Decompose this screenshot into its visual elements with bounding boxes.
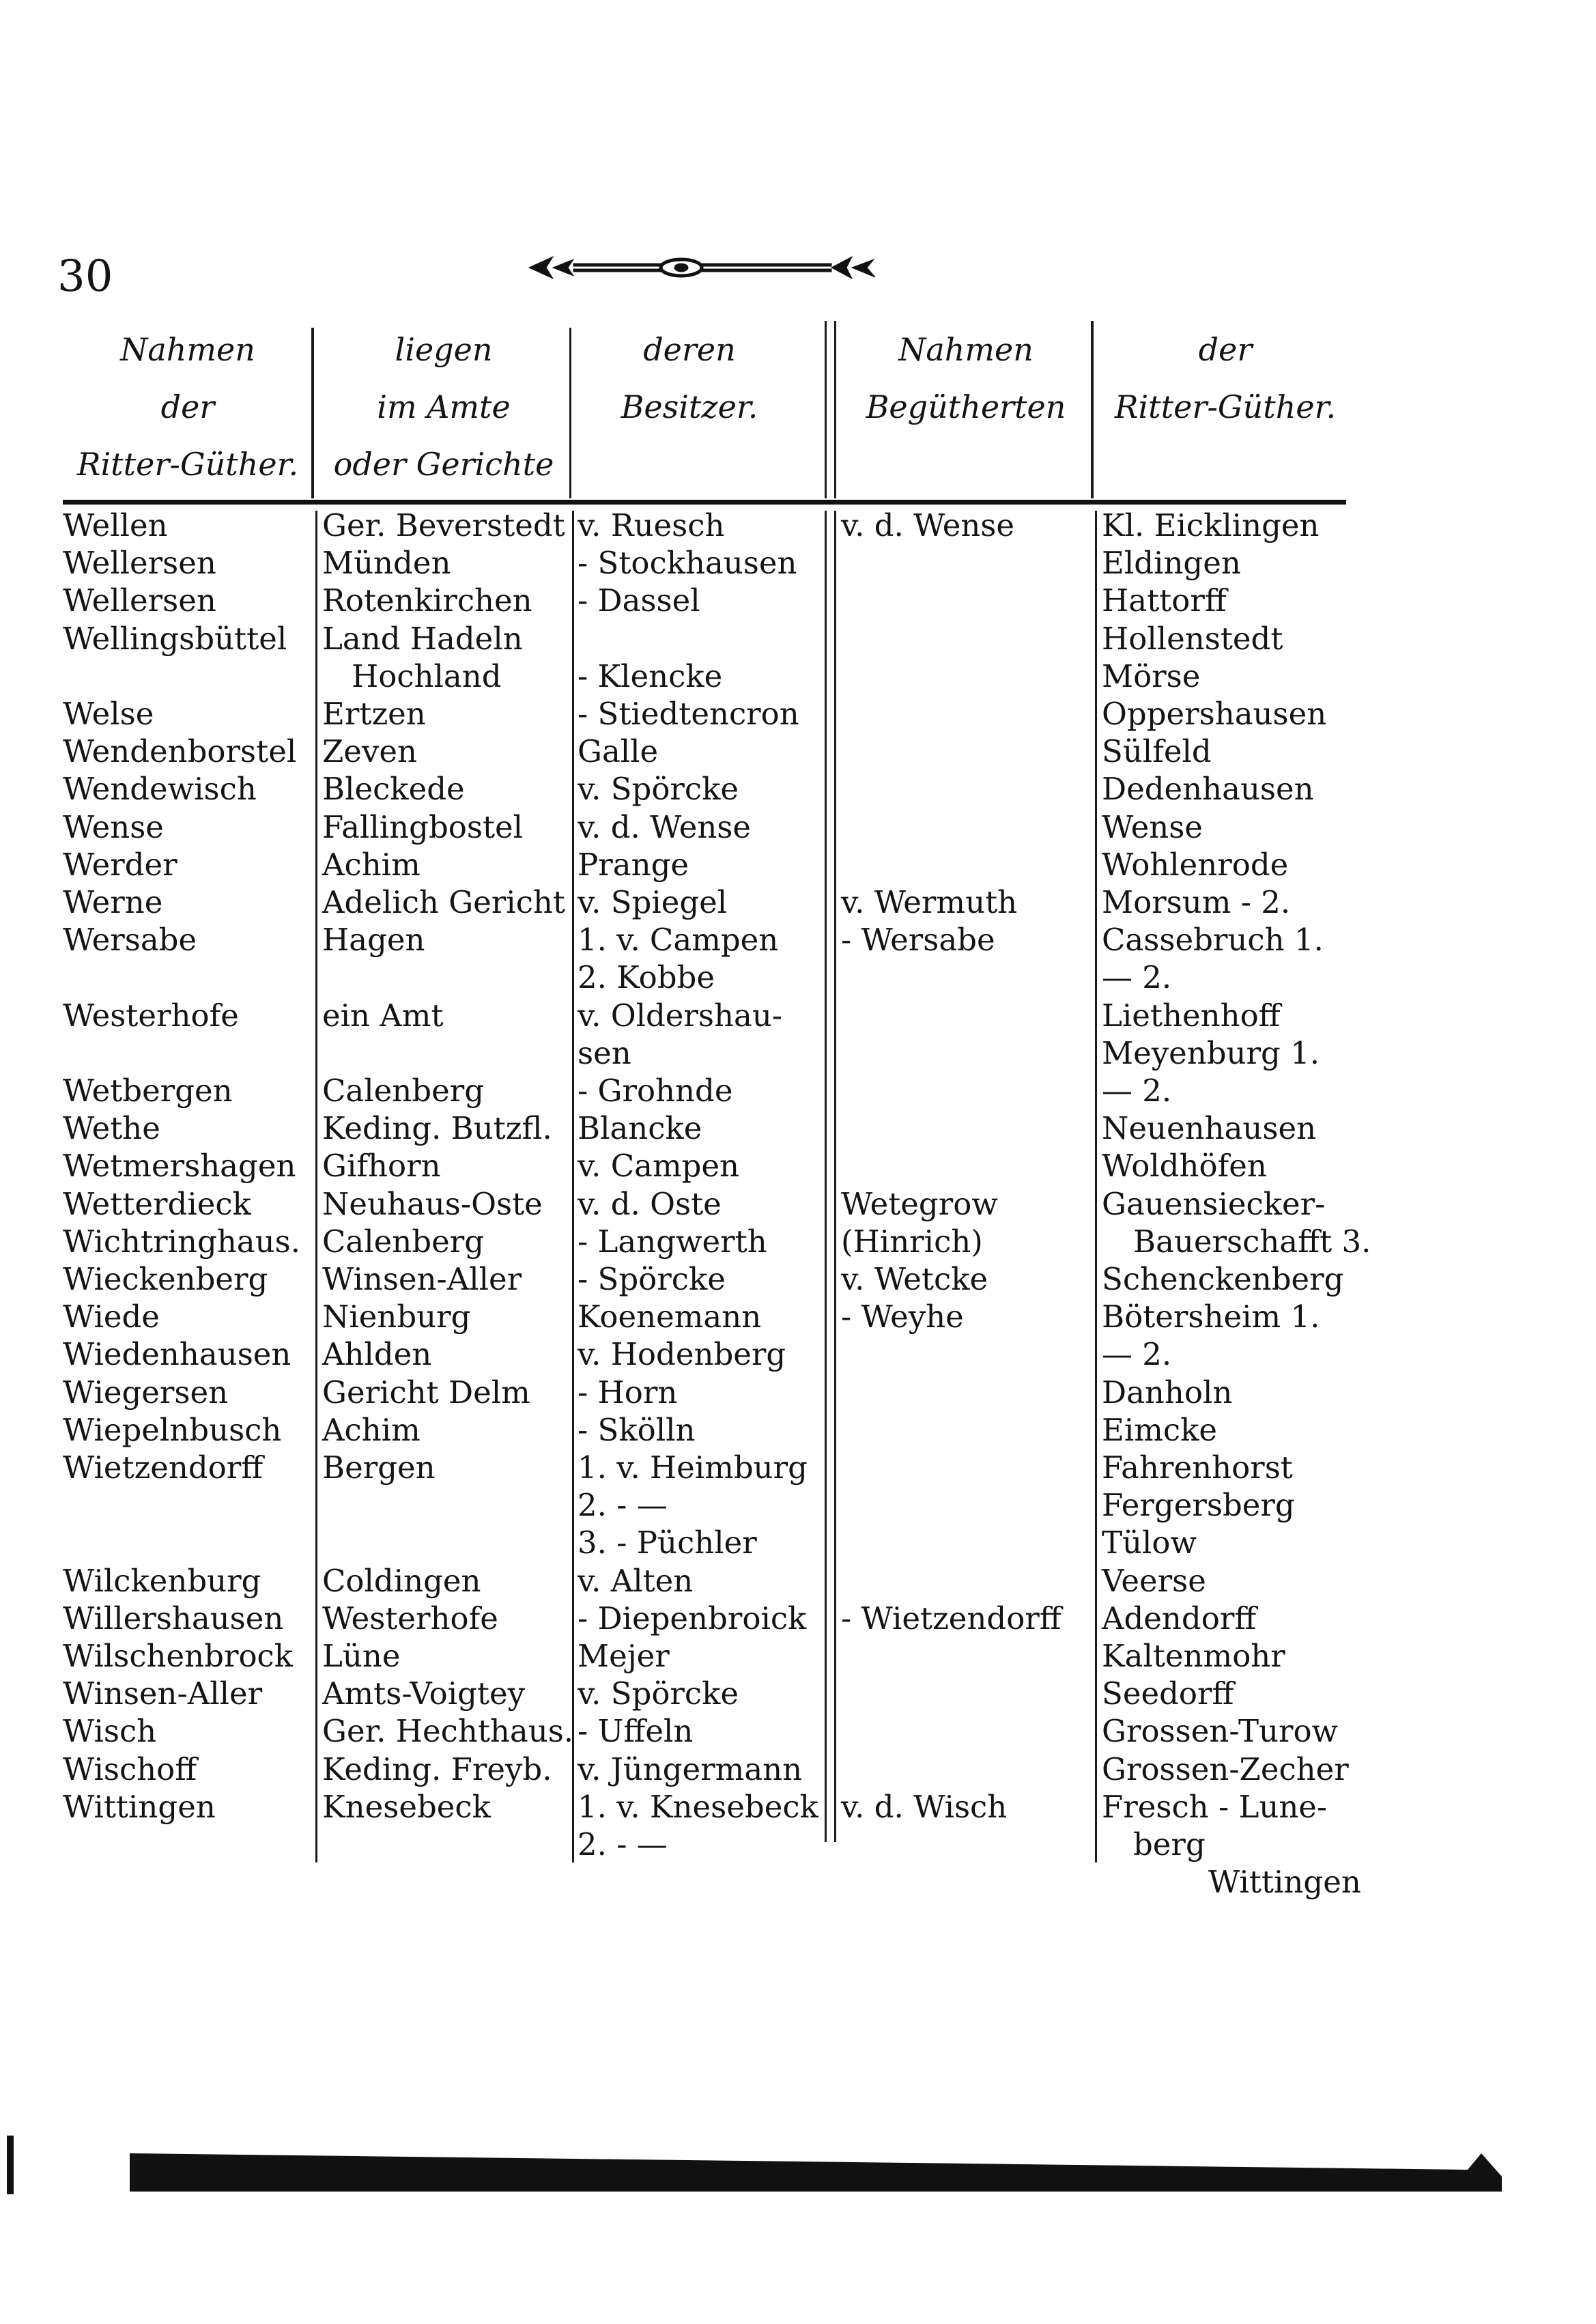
header-line: Besitzer. [621, 388, 758, 425]
estate-name: Winsen-Aller [63, 1675, 263, 1712]
location-name: Rotenkirchen [322, 582, 532, 619]
location-name: Calenberg [322, 1073, 485, 1109]
location-name: Lüne [322, 1638, 401, 1674]
column-divider [825, 511, 827, 1842]
second-estate-name: — 2. [1102, 959, 1172, 996]
location-name: Achim [322, 1411, 421, 1448]
owner-name: Mejer [578, 1638, 670, 1674]
location-name: Keding. Freyb. [322, 1751, 552, 1787]
header-line: Begütherten [866, 388, 1066, 425]
header-divider [569, 328, 571, 498]
column-divider [572, 511, 574, 1862]
location-name: Ahlden [322, 1336, 432, 1373]
second-estate-name: Kaltenmohr [1102, 1638, 1285, 1674]
owner-name: v. Hodenberg [578, 1336, 786, 1373]
location-name: Ger. Hechthaus. [322, 1713, 574, 1750]
owner-estate-name: (Hinrich) [841, 1223, 983, 1260]
owner-estate-name: - Wietzendorff [841, 1600, 1061, 1636]
owner-name: - Uffeln [578, 1713, 694, 1750]
owner-name: v. Spiegel [578, 884, 728, 920]
owner-name: v. Oldershau- [578, 997, 783, 1034]
estate-name: Werne [63, 884, 163, 920]
location-name: Keding. Butzfl. [322, 1110, 552, 1147]
second-estate-name: Hollenstedt [1102, 620, 1283, 657]
owner-name: - Dassel [578, 582, 700, 619]
header-line: oder Gerichte [333, 446, 554, 483]
second-estate-name: Wohlenrode [1102, 846, 1289, 883]
location-name: Winsen-Aller [322, 1261, 522, 1297]
location-name: Coldingen [322, 1562, 481, 1599]
estate-name: Wendenborstel [63, 733, 297, 770]
location-name: Ertzen [322, 696, 426, 732]
location-name: Gericht Delm [322, 1374, 530, 1411]
column-divider [1095, 511, 1097, 1862]
estate-name: Wethe [63, 1110, 160, 1147]
owner-estate-name: - Weyhe [841, 1299, 964, 1335]
second-estate-name: Gauensiecker- [1102, 1185, 1326, 1222]
owner-name: v. Jüngermann [578, 1751, 803, 1787]
owner-name: - Klencke [578, 657, 723, 694]
owner-name: Blancke [578, 1110, 702, 1147]
second-estate-name: Eldingen [1102, 545, 1241, 582]
second-estate-name: Tülow [1102, 1525, 1197, 1561]
estate-name: Wischoff [63, 1751, 197, 1787]
second-estate-name: Bötersheim 1. [1102, 1299, 1320, 1335]
second-estate-name: Seedorff [1102, 1675, 1234, 1712]
owner-name: - Stockhausen [578, 545, 797, 582]
header-divider [311, 328, 314, 498]
second-estate-name: Hattorff [1102, 582, 1227, 619]
estate-name: Wellersen [63, 545, 216, 582]
second-estate-name: Meyenburg 1. [1102, 1034, 1320, 1071]
location-name: Bleckede [322, 771, 465, 808]
second-estate-name: Mörse [1102, 657, 1201, 694]
owner-estate-name: v. d. Wense [841, 507, 1015, 543]
header-owner-names [840, 321, 1092, 436]
estate-name: Wellen [63, 507, 168, 543]
estate-name: Wense [63, 808, 164, 845]
owner-name: 2. - — [578, 1487, 668, 1524]
owner-name: Prange [578, 846, 689, 883]
header-divider [1091, 321, 1094, 498]
location-name: Amts-Voigtey [322, 1675, 526, 1712]
estate-name: Wiepelnbusch [63, 1411, 282, 1448]
estate-name: Wisch [63, 1713, 157, 1750]
location-name: Nienburg [322, 1299, 471, 1335]
location-name: Knesebeck [322, 1788, 491, 1825]
owner-name: 1. v. Knesebeck [578, 1788, 818, 1825]
owner-estate-name: v. Wetcke [841, 1261, 988, 1297]
estate-name: Wiedenhausen [63, 1336, 291, 1373]
estate-name: Welse [63, 696, 154, 732]
owner-name: v. d. Oste [578, 1185, 722, 1222]
estate-name: Wichtringhaus. [63, 1223, 301, 1260]
second-estate-name: Sülfeld [1102, 733, 1212, 770]
location-name: Westerhofe [322, 1600, 498, 1636]
estate-name: Wilckenburg [63, 1562, 261, 1599]
owner-name: - Langwerth [578, 1223, 767, 1260]
owner-name: Koenemann [578, 1299, 762, 1335]
owner-estate-name: v. Wermuth [841, 884, 1018, 920]
owner-name: v. Alten [578, 1562, 694, 1599]
estate-name: Wellingsbüttel [63, 620, 287, 657]
header-divider [825, 321, 827, 498]
header-line: Nahmen [898, 331, 1034, 368]
second-estate-name: Veerse [1102, 1562, 1206, 1599]
estate-name: Wetbergen [63, 1073, 233, 1109]
owner-name: sen [578, 1034, 631, 1071]
owner-name: 1. v. Campen [578, 922, 779, 959]
page-number: 30 [57, 251, 113, 302]
second-estate-name: Danholn [1102, 1374, 1233, 1411]
second-estate-name: Liethenhoff [1102, 997, 1281, 1034]
header-line: der [160, 388, 215, 425]
estate-name: Wittingen [63, 1788, 216, 1825]
owner-name: - Diepenbroick [578, 1600, 807, 1636]
estate-name: Willershausen [63, 1600, 284, 1636]
location-name: ein Amt [322, 997, 444, 1034]
estate-name: Werder [63, 846, 177, 883]
header-second-estates [1099, 321, 1352, 436]
owner-name: - Spörcke [578, 1261, 726, 1297]
header-rule [63, 500, 1346, 505]
second-estate-name: Wense [1102, 808, 1203, 845]
owner-name: - Stiedtencron [578, 696, 799, 732]
estate-name: Wersabe [63, 922, 197, 959]
second-estate-name: Kl. Eicklingen [1102, 507, 1320, 543]
header-line: Ritter-Güther. [1114, 388, 1337, 425]
location-name: Hagen [322, 922, 425, 959]
second-estate-name: Schenckenberg [1102, 1261, 1344, 1297]
second-estate-name: — 2. [1102, 1073, 1172, 1109]
location-name: Zeven [322, 733, 417, 770]
bottom-page-bar [130, 2149, 1502, 2192]
second-estate-name: berg [1133, 1826, 1206, 1862]
second-estate-name: Oppershausen [1102, 696, 1327, 732]
second-estate-name: Wittingen [1208, 1864, 1361, 1901]
second-estate-name: Fahrenhorst [1102, 1449, 1293, 1486]
estate-name: Wilschenbrock [63, 1638, 294, 1674]
margin-mark [7, 2136, 14, 2194]
owner-name: 2. - — [578, 1826, 668, 1862]
column-divider [315, 511, 317, 1862]
owner-name: 3. - Püchler [578, 1525, 757, 1561]
header-line: der [1198, 331, 1253, 368]
owner-estate-name: - Wersabe [841, 922, 995, 959]
header-owners [580, 321, 799, 436]
estate-name: Wieckenberg [63, 1261, 268, 1297]
second-estate-name: Cassebruch 1. [1102, 922, 1324, 959]
owner-name: v. Ruesch [578, 507, 725, 543]
estate-name: Wetterdieck [63, 1185, 251, 1222]
owner-estate-name: v. d. Wisch [841, 1788, 1008, 1825]
estate-name: Wiegersen [63, 1374, 229, 1411]
location-name: Münden [322, 545, 451, 582]
estate-name: Westerhofe [63, 997, 239, 1034]
location-name: Hochland [352, 657, 502, 694]
estate-name: Wetmershagen [63, 1148, 296, 1185]
decorative-ornament-icon [526, 250, 881, 285]
second-estate-name: Grossen-Zecher [1102, 1751, 1349, 1787]
second-estate-name: Woldhöfen [1102, 1148, 1267, 1185]
header-location [321, 321, 567, 493]
location-name: Adelich Gericht [322, 884, 565, 920]
second-estate-name: Adendorff [1102, 1600, 1257, 1636]
second-estate-name: Dedenhausen [1102, 771, 1314, 808]
owner-name: - Skölln [578, 1411, 696, 1448]
estate-name: Wendewisch [63, 771, 257, 808]
second-estate-name: Eimcke [1102, 1411, 1218, 1448]
owner-name: 2. Kobbe [578, 959, 715, 996]
owner-name: - Horn [578, 1374, 678, 1411]
second-estate-name: Grossen-Turow [1102, 1713, 1339, 1750]
estate-name: Wiede [63, 1299, 160, 1335]
owner-name: v. Spörcke [578, 771, 739, 808]
owner-name: Galle [578, 733, 659, 770]
estate-name: Wietzendorff [63, 1449, 263, 1486]
estate-name: Wellersen [63, 582, 216, 619]
second-estate-name: — 2. [1102, 1336, 1172, 1373]
header-line: im Amte [377, 388, 511, 425]
owner-name: v. Spörcke [578, 1675, 739, 1712]
location-name: Land Hadeln [322, 620, 523, 657]
owner-name: - Grohnde [578, 1073, 733, 1109]
second-estate-name: Morsum - 2. [1102, 884, 1291, 920]
header-line: Nahmen [120, 331, 255, 368]
header-estate-names [75, 321, 300, 493]
location-name: Bergen [322, 1449, 436, 1486]
location-name: Ger. Beverstedt [322, 507, 565, 543]
header-line: liegen [395, 331, 493, 368]
owner-name: 1. v. Heimburg [578, 1449, 808, 1486]
location-name: Achim [322, 846, 421, 883]
location-name: Fallingbostel [322, 808, 524, 845]
location-name: Gifhorn [322, 1148, 441, 1185]
second-estate-name: Fergersberg [1102, 1487, 1295, 1524]
second-estate-name: Fresch - Lune- [1102, 1788, 1328, 1825]
owner-estate-name: Wetegrow [841, 1185, 998, 1222]
owner-name: v. Campen [578, 1148, 740, 1185]
column-divider [834, 511, 836, 1842]
location-name: Neuhaus-Oste [322, 1185, 543, 1222]
header-divider [834, 321, 836, 498]
header-line: deren [643, 331, 736, 368]
second-estate-name: Neuenhausen [1102, 1110, 1317, 1147]
location-name: Calenberg [322, 1223, 485, 1260]
header-line: Ritter-Güther. [76, 446, 299, 483]
second-estate-name: Bauerschafft 3. [1133, 1223, 1371, 1260]
owner-name: v. d. Wense [578, 808, 752, 845]
